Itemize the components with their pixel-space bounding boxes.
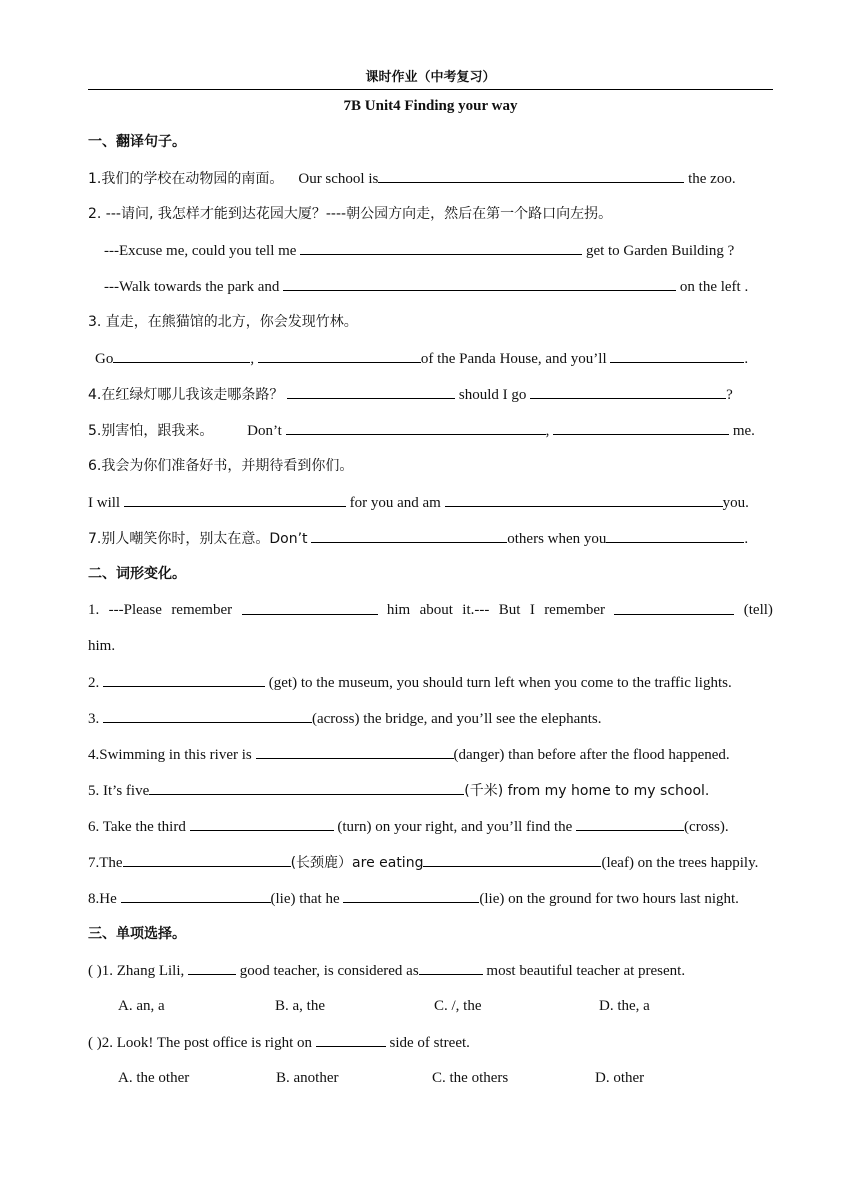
answer-blank[interactable] (287, 384, 455, 399)
q3-text-d: . (744, 351, 749, 367)
answer-paren[interactable]: ( ) (88, 963, 102, 979)
answer-blank[interactable] (103, 708, 312, 723)
q4-chinese: 4.在红绿灯哪儿我该走哪条路？ (88, 387, 284, 403)
q1-text-c: most beautiful teacher at present. (486, 963, 686, 979)
q1-word: remember (544, 602, 605, 618)
section-heading-multiple-choice: 三、单项选择。 (88, 926, 186, 942)
answer-blank[interactable] (121, 888, 271, 903)
q6-text-c: you. (722, 495, 749, 511)
q1-word: about (419, 602, 453, 618)
option-c[interactable]: C. /, the (434, 998, 482, 1014)
q3-text-b: , (250, 351, 255, 367)
q5-text-c: me. (732, 423, 755, 439)
q6-text-b: for you and am (349, 495, 441, 511)
answer-blank[interactable] (300, 240, 582, 255)
option-b[interactable]: B. a, the (275, 998, 325, 1014)
q5-text-b: (千米) from my home to my school. (464, 783, 710, 799)
section-heading-translation: 一、翻译句子。 (88, 134, 186, 150)
q1-text-b: the zoo. (688, 171, 736, 187)
translation-q3-chinese: 3. 直走，在熊猫馆的北方，你会发现竹林。 (88, 314, 358, 330)
q6-text-c: (cross). (684, 819, 729, 835)
translation-q6-english (88, 492, 773, 512)
q1-word: I (529, 602, 535, 618)
answer-blank[interactable] (343, 888, 479, 903)
q1-text-b: good teacher, is considered as (239, 963, 419, 979)
q2-line1-text-a: ---Excuse me, could you tell me (104, 243, 297, 259)
translation-q2-line1 (88, 240, 773, 260)
word-form-q5 (88, 780, 773, 800)
q1-word: him (386, 602, 411, 618)
choice-q2-options (88, 1068, 773, 1088)
q2-number: 2. (88, 675, 100, 691)
answer-paren[interactable]: ( ) (88, 1035, 102, 1051)
answer-blank[interactable] (188, 960, 236, 975)
answer-blank[interactable] (283, 276, 676, 291)
choice-q2 (88, 1032, 773, 1052)
answer-blank[interactable] (423, 852, 601, 867)
answer-blank[interactable] (316, 1032, 386, 1047)
q8-text-b: (lie) that he (270, 891, 340, 907)
answer-blank[interactable] (576, 816, 684, 831)
q1-word: remember (171, 602, 233, 618)
answer-blank[interactable] (258, 348, 421, 363)
q5-text-b: , (545, 423, 550, 439)
q7-text-c: (leaf) on the trees happily. (601, 855, 759, 871)
answer-blank[interactable] (614, 600, 734, 615)
q1-chinese: 1.我们的学校在动物园的南面。 (88, 171, 284, 187)
choice-q1-options (88, 996, 773, 1016)
option-d[interactable]: D. other (595, 1070, 645, 1086)
q2-text: (get) to the museum, you should turn left when you come to the traffic lights. (268, 675, 732, 691)
q6-text-b: (turn) on your right, and you’ll find the (337, 819, 573, 835)
answer-blank[interactable] (242, 600, 378, 615)
q5-chinese: 5.别害怕，跟我来。 (88, 423, 214, 439)
word-form-q2 (88, 672, 773, 692)
q2-line2-text-b: on the left . (679, 279, 749, 295)
answer-blank[interactable] (553, 420, 729, 435)
answer-blank[interactable] (606, 528, 744, 543)
answer-blank[interactable] (149, 780, 464, 795)
answer-blank[interactable] (124, 492, 346, 507)
q1-text-a: 1. Zhang Lili, (101, 963, 185, 979)
q6-text-a: 6. Take the third (88, 819, 186, 835)
q4-text-b: (danger) than before after the flood happened. (453, 747, 730, 763)
q5-text-a: 5. It’s five (88, 783, 150, 799)
answer-blank[interactable] (113, 348, 250, 363)
translation-q4 (88, 384, 773, 404)
q2-line1-text-b: get to Garden Building ? (585, 243, 735, 259)
q3-number: 3. (88, 711, 100, 727)
q7-text-b: others when you (507, 531, 607, 547)
translation-q1 (88, 168, 773, 188)
option-a[interactable]: A. the other (118, 1070, 190, 1086)
section-heading-word-forms: 二、词形变化。 (88, 566, 186, 582)
q2-text-a: 2. Look! The post office is right on (101, 1035, 312, 1051)
worksheet-title: 7B Unit4 Finding your way (343, 98, 518, 114)
q3-text-a: Go (95, 351, 114, 367)
translation-q5 (88, 420, 773, 440)
q4-text-c: ? (726, 387, 733, 403)
choice-q1 (88, 960, 773, 980)
word-form-q7 (88, 852, 773, 872)
word-form-q8 (88, 888, 773, 908)
q4-text-a: 4.Swimming in this river is (88, 747, 252, 763)
word-form-q1-line2: him. (88, 638, 116, 654)
q4-text-b: should I go (458, 387, 527, 403)
word-form-q4 (88, 744, 773, 764)
q7-text-b: (长颈鹿）are eating (290, 855, 424, 871)
answer-blank[interactable] (103, 672, 265, 687)
q1-number: 1. (88, 602, 100, 618)
translation-q2-line2 (88, 276, 773, 296)
q1-word: ---Please (108, 602, 162, 618)
page-header: 课时作业（中考复习） (88, 66, 773, 90)
q7-text-c: . (744, 531, 749, 547)
word-form-q6 (88, 816, 773, 836)
q1-word: (tell) (743, 602, 773, 618)
answer-blank[interactable] (445, 492, 723, 507)
q7-text-a: 7.The (88, 855, 123, 871)
answer-blank[interactable] (256, 744, 454, 759)
answer-blank[interactable] (190, 816, 334, 831)
answer-blank[interactable] (610, 348, 744, 363)
option-d[interactable]: D. the, a (599, 998, 650, 1014)
q7-chinese: 7.别人嘲笑你时，别太在意。Don’t (88, 531, 308, 547)
q1-text-a: Our school is (298, 171, 379, 187)
q8-text-c: (lie) on the ground for two hours last night. (479, 891, 739, 907)
translation-q3-english (88, 348, 773, 368)
option-b[interactable]: B. another (276, 1070, 339, 1086)
answer-blank[interactable] (286, 420, 546, 435)
q1-word: it.--- (462, 602, 490, 618)
answer-blank[interactable] (530, 384, 726, 399)
q3-text-c: of the Panda House, and you’ll (420, 351, 607, 367)
q6-text-a: I will (88, 495, 121, 511)
answer-blank[interactable] (123, 852, 291, 867)
word-form-q1-line1 (88, 600, 773, 620)
q2-text-b: side of street. (389, 1035, 470, 1051)
q1-word: But (498, 602, 521, 618)
option-a[interactable]: A. an, a (118, 998, 165, 1014)
answer-blank[interactable] (419, 960, 483, 975)
q3-text: (across) the bridge, and you’ll see the elephants. (312, 711, 602, 727)
translation-q7 (88, 528, 773, 548)
q8-text-a: 8.He (88, 891, 117, 907)
answer-blank[interactable] (311, 528, 507, 543)
translation-q6-chinese: 6.我会为你们准备好书，并期待看到你们。 (88, 458, 354, 474)
translation-q2-chinese: 2. ---请问, 我怎样才能到达花园大厦？----朝公园方向走，然后在第一个路口向左拐。 (88, 206, 613, 222)
word-form-q3 (88, 708, 773, 728)
q2-line2-text-a: ---Walk towards the park and (104, 279, 280, 295)
q5-text-a: Don’t (247, 423, 282, 439)
option-c[interactable]: C. the others (432, 1070, 509, 1086)
answer-blank[interactable] (378, 168, 684, 183)
